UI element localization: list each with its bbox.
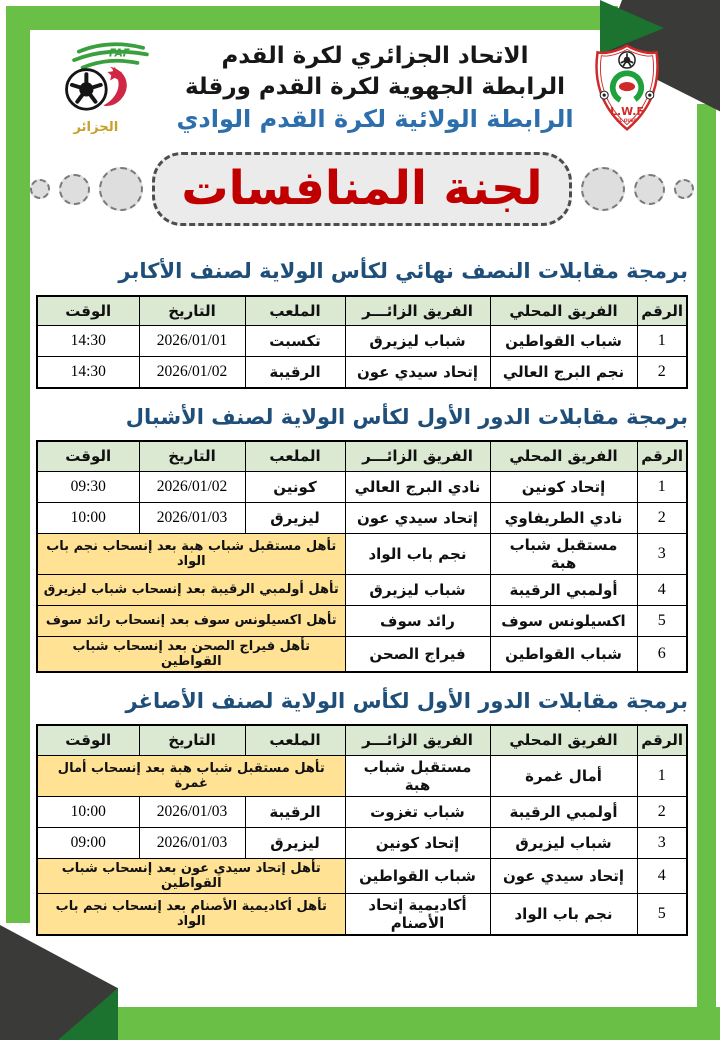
stadium: الرقيبة [245,796,345,827]
away-team: شباب ليزيرق [345,574,490,605]
lwf-label: L.W.F [609,104,644,118]
home-team: اكسيلونس سوف [490,605,637,636]
dashed-dot-icon [30,179,50,199]
frame-right-bar [697,104,716,1040]
home-team: إتحاد كونين [490,471,637,502]
regional-league-line: الرابطة الجهوية لكرة القدم ورقلة [184,73,566,100]
column-header: الملعب [245,296,345,326]
home-team: شباب القواطين [490,326,637,357]
match-number: 6 [637,636,687,672]
table-header-row [37,725,687,755]
lwf-logo-icon [588,40,666,135]
column-header: الوقت [37,441,139,471]
away-team: شباب ليزيرق [345,326,490,357]
column-header: الفريق الزائـــر [345,441,490,471]
sections [36,256,688,936]
column-header: الفريق الزائـــر [345,725,490,755]
column-header: التاريخ [139,441,245,471]
away-team: شباب القواطين [345,858,490,893]
match-number: 5 [637,605,687,636]
frame-top-bar [6,6,618,30]
column-header: الملعب [245,441,345,471]
home-team: نجم البرج العالي [490,357,637,388]
match-number: 3 [637,533,687,574]
match-date: 2026/01/02 [139,471,245,502]
away-team: شباب تغزوت [345,796,490,827]
table-row [37,605,687,636]
match-number: 2 [637,796,687,827]
away-team: مستقبل شباب هبة [345,755,490,796]
column-header: الرقم [637,725,687,755]
column-header: الفريق المحلي [490,725,637,755]
match-number: 1 [637,326,687,357]
column-header: التاريخ [139,725,245,755]
match-time: 09:30 [37,471,139,502]
home-team: نادي الطريفاوي [490,502,637,533]
wilaya-league-line: الرابطة الولائية لكرة القدم الوادي [176,104,574,133]
match-date: 2026/01/02 [139,357,245,388]
away-team: نجم باب الواد [345,533,490,574]
away-team: أكاديمية إتحاد الأصنام [345,893,490,935]
qualification-note: تأهل إتحاد سيدي عون بعد إنسحاب شباب القواطين [37,858,345,893]
home-team: أمال غمرة [490,755,637,796]
match-time: 14:30 [37,357,139,388]
frame-bottom-bar [114,1007,720,1040]
dashed-dot-icon [99,167,143,211]
away-team: إتحاد كونين [345,827,490,858]
match-date: 2026/01/03 [139,796,245,827]
stadium: ليزيرق [245,827,345,858]
schedule-section [36,256,688,389]
qualification-note: تأهل أكاديمية الأصنام بعد إنسحاب نجم باب الواد [37,893,345,935]
column-header: الوقت [37,296,139,326]
table-row [37,533,687,574]
title-row [36,148,688,230]
section-heading: برمجة مقابلات النصف نهائي لكأس الولاية لصنف الأكابر [118,259,688,283]
column-header: الرقم [637,296,687,326]
home-team: أولمبي الرقيبة [490,574,637,605]
column-header: الفريق المحلي [490,296,637,326]
match-date: 2026/01/01 [139,326,245,357]
table-row [37,858,687,893]
schedule-section [36,686,688,936]
table-row [37,502,687,533]
home-team: مستقبل شباب هبة [490,533,637,574]
table-row [37,755,687,796]
qualification-note: تأهل فيراج الصحن بعد إنسحاب شباب القواطين [37,636,345,672]
column-header: الملعب [245,725,345,755]
column-header: التاريخ [139,296,245,326]
column-header: الوقت [37,725,139,755]
federation-line: الاتحاد الجزائري لكرة القدم [221,43,529,70]
away-team: إتحاد سيدي عون [345,502,490,533]
table-header-row [37,296,687,326]
away-team: نادي البرج العالي [345,471,490,502]
dashed-dot-icon [674,179,694,199]
match-time: 14:30 [37,326,139,357]
match-date: 2026/01/03 [139,502,245,533]
stadium: تكسبت [245,326,345,357]
qualification-note: تأهل أولمبي الرقيبة بعد إنسحاب شباب ليزيرق [37,574,345,605]
home-team: نجم باب الواد [490,893,637,935]
section-heading: برمجة مقابلات الدور الأول لكأس الولاية لصنف الأصاغر [125,688,688,713]
qualification-note: تأهل مستقبل شباب هبة بعد إنسحاب أمال غمرة [37,755,345,796]
match-number: 4 [637,858,687,893]
column-header: الرقم [637,441,687,471]
table-row [37,326,687,357]
schedule-table [36,724,688,936]
dashed-dot-icon [59,174,90,205]
dashed-dot-icon [634,174,665,205]
schedule-section [36,402,688,673]
match-time: 10:00 [37,796,139,827]
home-team: إتحاد سيدي عون [490,858,637,893]
schedule-table [36,295,688,389]
table-row [37,636,687,672]
page-title: لجنة المنافسات [152,152,571,226]
section-heading: برمجة مقابلات الدور الأول لكأس الولاية لصنف الأشبال [125,404,688,429]
table-row [37,471,687,502]
table-header-row [37,441,687,471]
match-number: 4 [637,574,687,605]
match-time: 10:00 [37,502,139,533]
stadium: الرقيبة [245,357,345,388]
home-team: شباب ليزيرق [490,827,637,858]
match-number: 1 [637,755,687,796]
qualification-note: تأهل اكسيلونس سوف بعد إنسحاب رائد سوف [37,605,345,636]
away-team: إتحاد سيدي عون [345,357,490,388]
table-row [37,827,687,858]
match-number: 1 [637,471,687,502]
column-header: الفريق الزائـــر [345,296,490,326]
home-team: أولمبي الرقيبة [490,796,637,827]
table-row [37,357,687,388]
match-number: 2 [637,357,687,388]
masthead [36,36,688,138]
content [36,34,688,936]
table-row [37,574,687,605]
lwf-sub-label: EL OUED [616,118,638,124]
match-number: 5 [637,893,687,935]
dashed-dot-icon [581,167,625,211]
match-date: 2026/01/03 [139,827,245,858]
table-row [37,893,687,935]
home-team: شباب القواطين [490,636,637,672]
column-header: الفريق المحلي [490,441,637,471]
faf-label: FAF [109,46,131,59]
faf-logo-text: الجزائر [73,119,119,135]
faf-logo-icon [58,40,162,135]
stadium: ليزيرق [245,502,345,533]
away-team: فيراج الصحن [345,636,490,672]
qualification-note: تأهل مستقبل شباب هبة بعد إنسحاب نجم باب الواد [37,533,345,574]
table-row [37,796,687,827]
masthead-text [176,41,573,133]
match-time: 09:00 [37,827,139,858]
frame-left-bar [6,6,30,923]
match-number: 2 [637,502,687,533]
stadium: كونين [245,471,345,502]
schedule-table [36,440,688,673]
match-number: 3 [637,827,687,858]
away-team: رائد سوف [345,605,490,636]
